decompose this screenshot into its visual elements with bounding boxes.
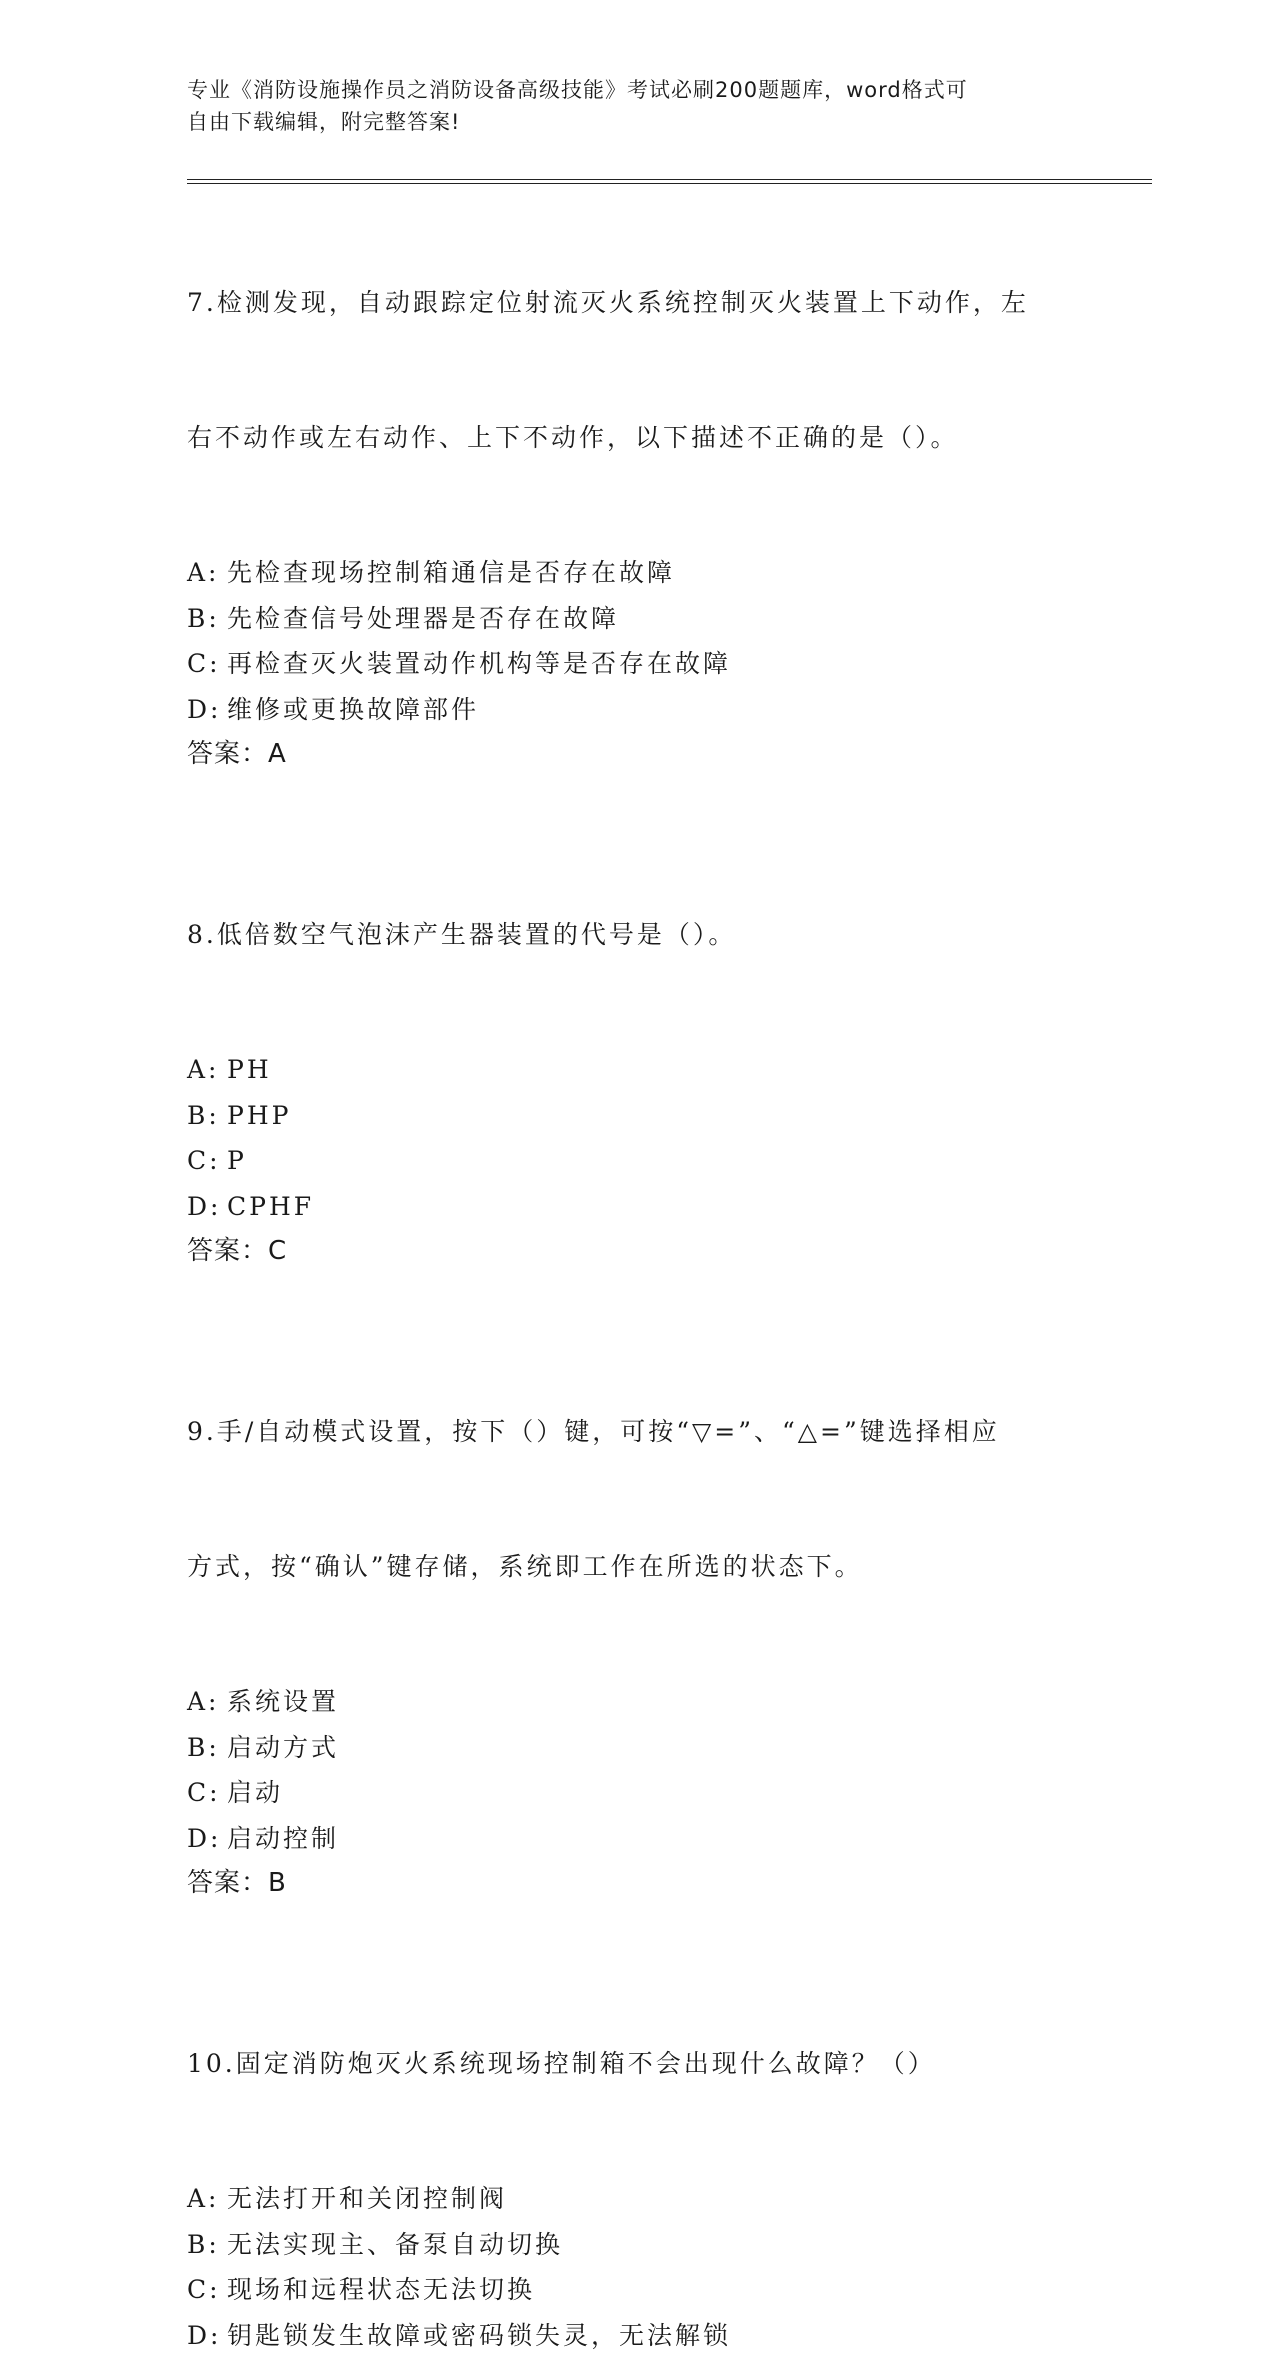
question-8 xyxy=(187,822,1117,1274)
option-key: D: xyxy=(187,2313,227,2358)
option-text: 维修或更换故障部件 xyxy=(227,695,479,724)
option-b xyxy=(187,596,1117,642)
question-stem-line: 7.检测发现，自动跟踪定位射流灭火系统控制灭火装置上下动作，左 xyxy=(187,280,1117,325)
option-text: 启动控制 xyxy=(227,1824,339,1853)
header-line-2: 自由下载编辑，附完整答案! xyxy=(187,106,1067,138)
option-text: 启动方式 xyxy=(227,1733,339,1762)
option-key: A: xyxy=(187,1679,227,1725)
question-spacer xyxy=(187,1906,1117,1951)
option-text: PHP xyxy=(227,1101,291,1130)
question-stem-line: 9.手/自动模式设置，按下（）键，可按“▽=”、“△=”键选择相应 xyxy=(187,1409,1117,1454)
option-text: 无法打开和关闭控制阀 xyxy=(227,2184,507,2213)
option-key: C: xyxy=(187,641,227,687)
answer-label: 答案：A xyxy=(187,732,1117,777)
question-stem xyxy=(187,822,1117,1047)
option-text: 钥匙锁发生故障或密码锁失灵，无法解锁 xyxy=(227,2321,731,2350)
option-a xyxy=(187,1679,1117,1725)
option-d xyxy=(187,2313,1117,2358)
question-stem-line: 方式，按“确认”键存储，系统即工作在所选的状态下。 xyxy=(187,1544,1117,1589)
option-key: B: xyxy=(187,1725,227,1771)
option-c xyxy=(187,2267,1117,2313)
question-spacer xyxy=(187,1274,1117,1319)
question-stem-line: 10.固定消防炮灭火系统现场控制箱不会出现什么故障？（） xyxy=(187,2041,1117,2086)
option-text: P xyxy=(227,1146,247,1175)
option-key: B: xyxy=(187,596,227,642)
option-a xyxy=(187,2176,1117,2222)
option-key: A: xyxy=(187,550,227,596)
option-key: C: xyxy=(187,1770,227,1816)
question-list xyxy=(187,190,1117,2358)
question-9 xyxy=(187,1319,1117,1906)
option-key: A: xyxy=(187,2176,227,2222)
option-c xyxy=(187,1770,1117,1816)
option-c xyxy=(187,1138,1117,1184)
option-a xyxy=(187,550,1117,596)
question-stem-line: 右不动作或左右动作、上下不动作，以下描述不正确的是（）。 xyxy=(187,415,1117,460)
option-d xyxy=(187,1184,1117,1230)
option-key: A: xyxy=(187,1047,227,1093)
header-line-1: 专业《消防设施操作员之消防设备高级技能》考试必刷200题题库，word格式可 xyxy=(187,74,1067,106)
question-stem xyxy=(187,190,1117,550)
option-key: B: xyxy=(187,1093,227,1139)
option-d xyxy=(187,687,1117,733)
option-text: 先检查信号处理器是否存在故障 xyxy=(227,604,619,633)
answer-label: 答案：C xyxy=(187,1229,1117,1274)
option-b xyxy=(187,1725,1117,1771)
document-header xyxy=(187,74,1067,138)
question-10 xyxy=(187,1951,1117,2358)
option-b xyxy=(187,1093,1117,1139)
option-key: C: xyxy=(187,2267,227,2313)
question-stem xyxy=(187,1951,1117,2176)
option-text: 再检查灭火装置动作机构等是否存在故障 xyxy=(227,649,731,678)
option-key: C: xyxy=(187,1138,227,1184)
option-text: 现场和远程状态无法切换 xyxy=(227,2275,535,2304)
option-a xyxy=(187,1047,1117,1093)
option-text: 先检查现场控制箱通信是否存在故障 xyxy=(227,558,675,587)
question-stem xyxy=(187,1319,1117,1679)
question-7 xyxy=(187,190,1117,777)
option-key: B: xyxy=(187,2222,227,2268)
question-spacer xyxy=(187,777,1117,822)
question-stem-line: 8.低倍数空气泡沫产生器装置的代号是（）。 xyxy=(187,912,1117,957)
answer-label: 答案：B xyxy=(187,1861,1117,1906)
option-text: PH xyxy=(227,1055,272,1084)
header-divider-bottom xyxy=(187,183,1152,184)
option-text: 系统设置 xyxy=(227,1687,339,1716)
option-key: D: xyxy=(187,1816,227,1862)
option-text: CPHF xyxy=(227,1192,314,1221)
option-text: 启动 xyxy=(227,1778,283,1807)
option-b xyxy=(187,2222,1117,2268)
option-key: D: xyxy=(187,687,227,733)
header-divider-top xyxy=(187,179,1152,180)
option-d xyxy=(187,1816,1117,1862)
option-key: D: xyxy=(187,1184,227,1230)
option-c xyxy=(187,641,1117,687)
option-text: 无法实现主、备泵自动切换 xyxy=(227,2230,563,2259)
